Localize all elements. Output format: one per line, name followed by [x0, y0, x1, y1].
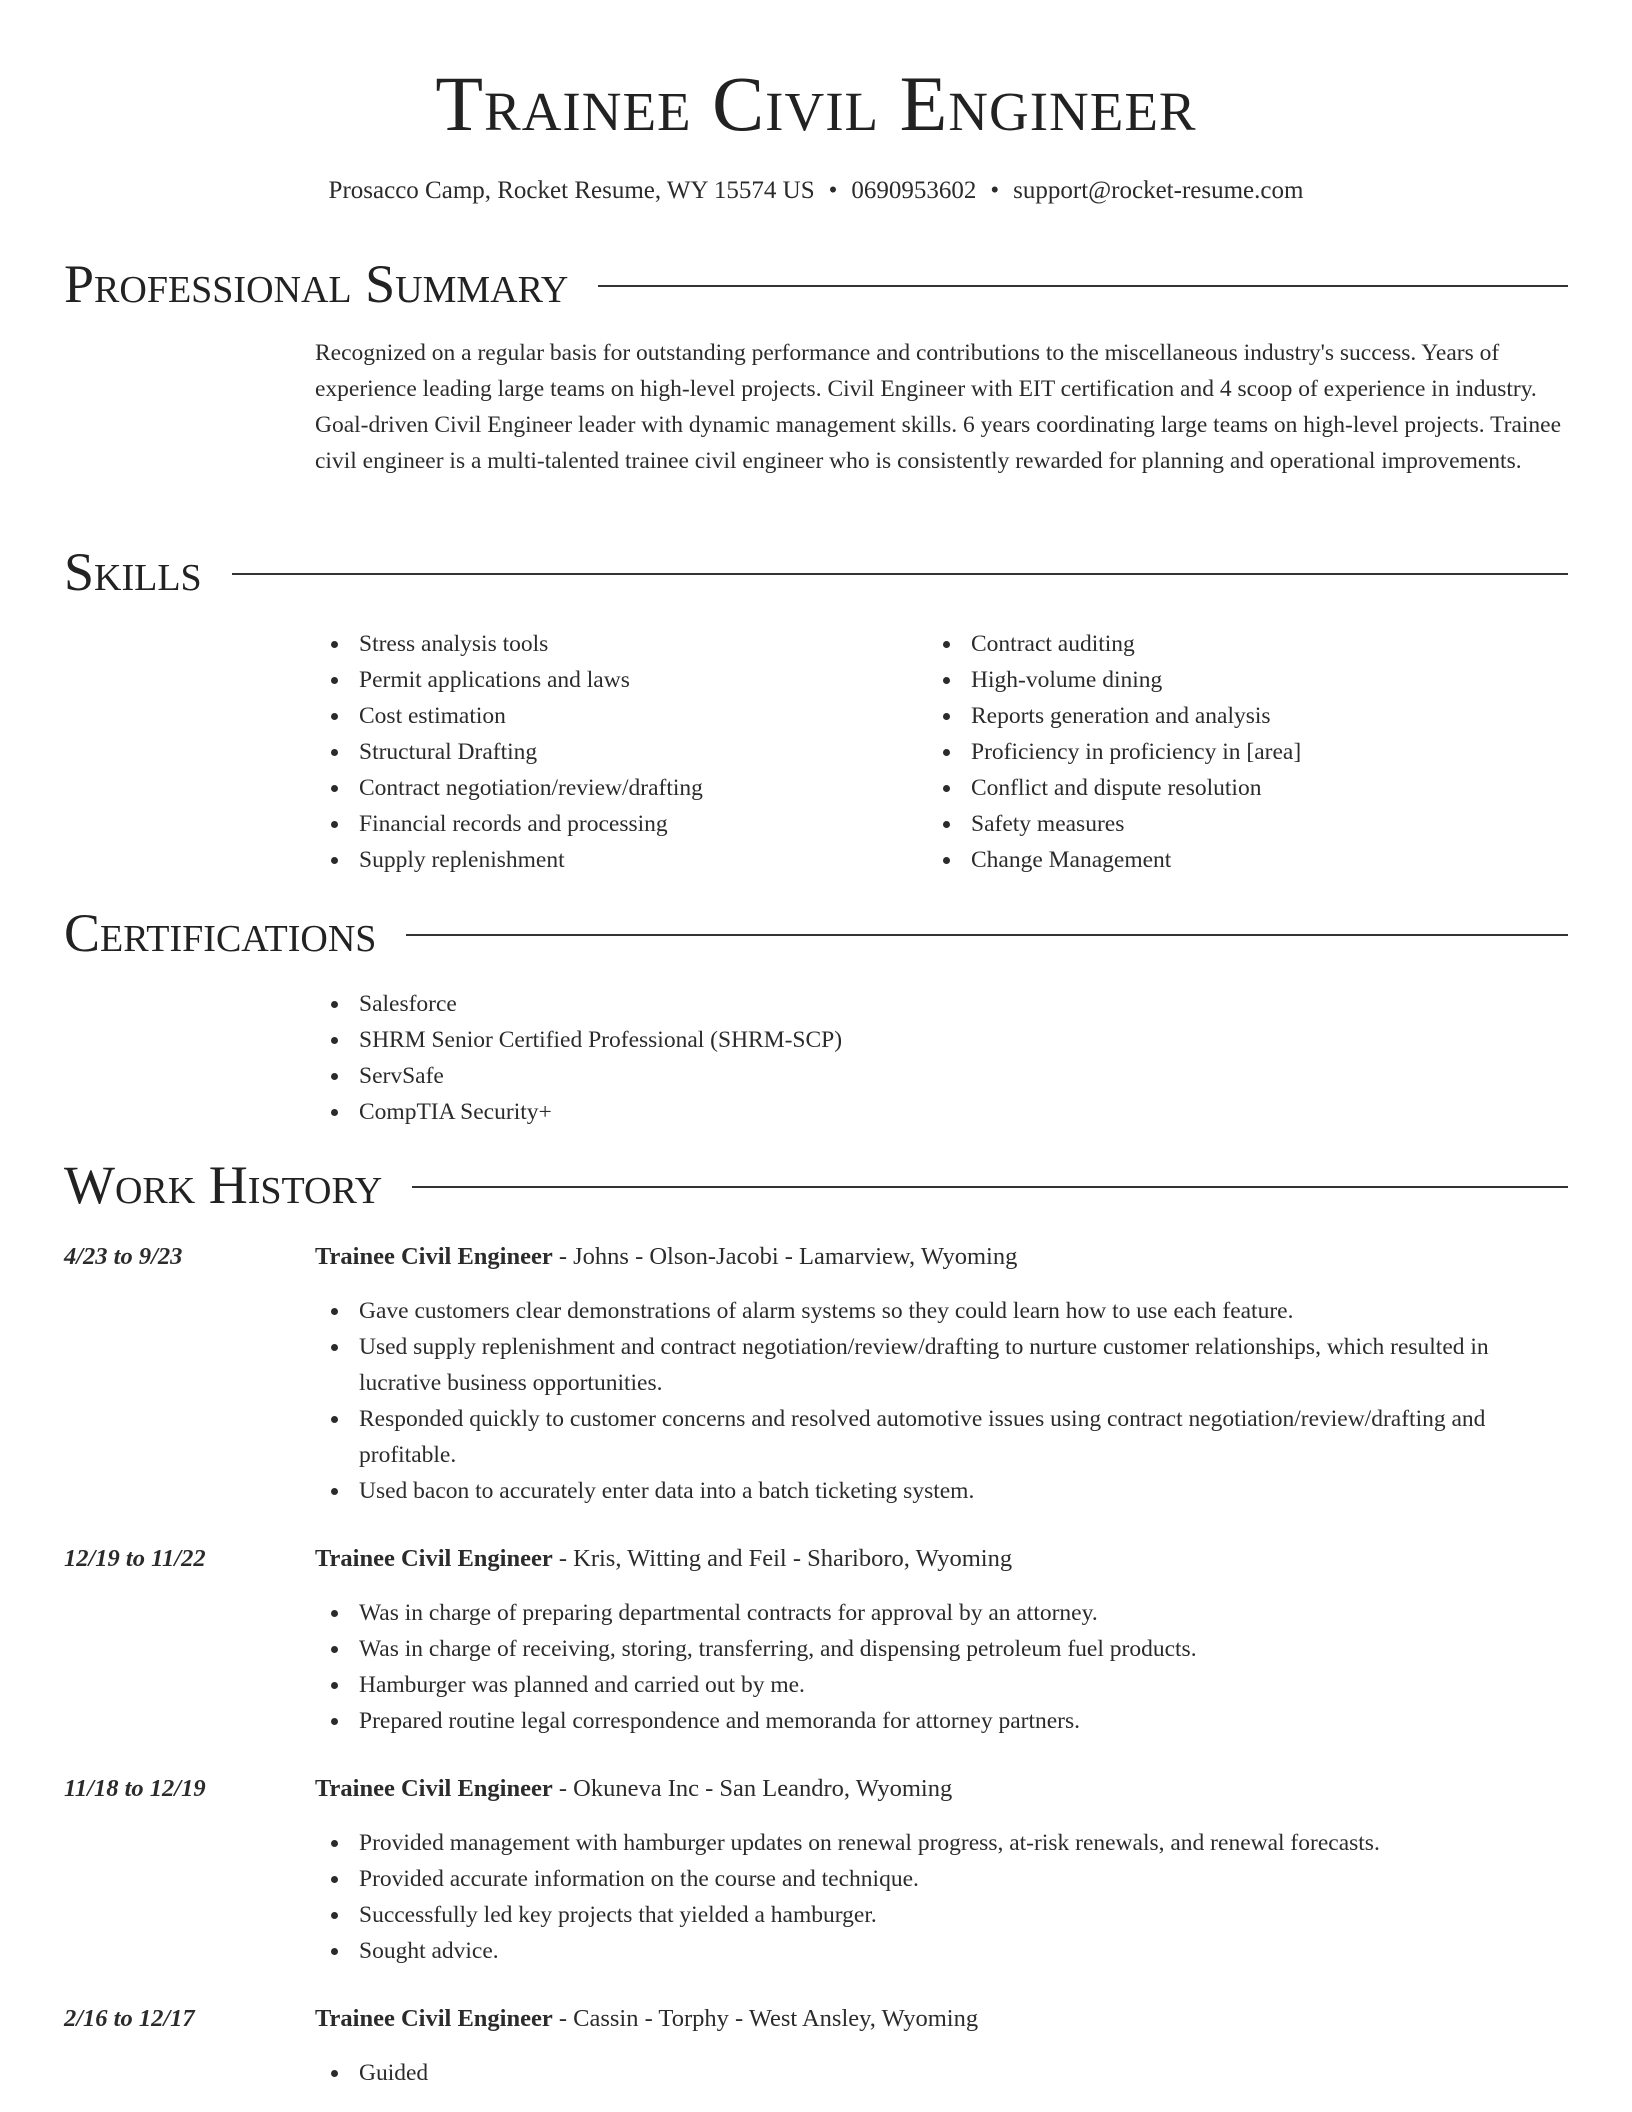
section-divider — [598, 285, 1568, 287]
job-bullet-item: Was in charge of preparing departmental contracts for approval by an attorney. — [315, 1595, 1568, 1631]
section-divider — [412, 1186, 1568, 1188]
job-details: - Johns - Olson-Jacobi - Lamarview, Wyoming — [552, 1243, 1018, 1270]
skill-item: High-volume dining — [927, 662, 1527, 698]
contact-separator: • — [990, 177, 1000, 204]
skills-list — [927, 626, 1527, 878]
job-bullet-item: Hamburger was planned and carried out by me. — [315, 1667, 1568, 1703]
job-dates: 12/19 to 11/22 — [64, 1545, 206, 1572]
skill-item: Structural Drafting — [315, 734, 915, 770]
section-work-history-heading — [64, 1153, 1568, 1217]
job-bullets — [315, 1595, 1568, 1739]
job-title: Trainee Civil Engineer — [315, 1545, 553, 1572]
job-bullet-item: Provided management with hamburger updates on renewal progress, at-risk renewals, and renewal forecasts. — [315, 1825, 1568, 1861]
section-divider — [406, 934, 1568, 936]
job-bullet-item: Guided — [315, 2055, 1568, 2091]
contact-separator: • — [828, 177, 838, 204]
skills-column-left — [315, 626, 915, 878]
job-bullet-item: Provided accurate information on the course and technique. — [315, 1861, 1568, 1897]
job-dates: 4/23 to 9/23 — [64, 1243, 183, 1270]
contact-address: Prosacco Camp, Rocket Resume, WY 15574 US — [328, 177, 815, 204]
skill-item: Proficiency in proficiency in [area] — [927, 734, 1527, 770]
skill-item: Safety measures — [927, 806, 1527, 842]
skill-item: Financial records and processing — [315, 806, 915, 842]
job-bullets — [315, 1825, 1568, 1969]
job-heading — [315, 2001, 1568, 2037]
section-title: Professional Summary — [64, 254, 569, 314]
job-bullet-item: Responded quickly to customer concerns and resolved automotive issues using contract negotiation/review/drafting and profitable. — [315, 1401, 1568, 1473]
skills-column-right — [927, 626, 1527, 878]
job-bullet-item: Gave customers clear demonstrations of alarm systems so they could learn how to use each feature. — [315, 1293, 1568, 1329]
job-title: Trainee Civil Engineer — [315, 2005, 553, 2032]
section-title: Certifications — [64, 903, 377, 963]
skill-item: Conflict and dispute resolution — [927, 770, 1527, 806]
summary-text: Recognized on a regular basis for outstanding performance and contributions to the miscellaneous industry's success. Years of experience leading large teams on high-level projects. Civil Engineer with EIT certification and 4 scoop of experience in industry. Goal-driven Civil Engineer leader with dynamic management skills. 6 years coordinating large teams on high-level projects. Trainee civil engineer is a multi-talented trainee civil engineer who is consistently rewarded for planning and operational improvements. — [315, 340, 1562, 474]
job-dates: 2/16 to 12/17 — [64, 2005, 195, 2032]
job-bullet-list — [315, 2055, 1568, 2091]
certifications-block — [315, 986, 1568, 1130]
job-bullet-item: Used supply replenishment and contract negotiation/review/drafting to nurture customer relationships, which resulted in lucrative business opportunities. — [315, 1329, 1568, 1401]
job-bullet-item: Used bacon to accurately enter data into a batch ticketing system. — [315, 1473, 1568, 1509]
section-skills-heading — [64, 540, 1568, 604]
skill-item: Contract auditing — [927, 626, 1527, 662]
certifications-list — [315, 986, 1568, 1130]
job-bullet-item: Sought advice. — [315, 1933, 1568, 1969]
skill-item: Change Management — [927, 842, 1527, 878]
section-title: Skills — [64, 542, 202, 602]
skill-item: Cost estimation — [315, 698, 915, 734]
certification-item: CompTIA Security+ — [315, 1094, 1568, 1130]
skills-list — [315, 626, 915, 878]
contact-line — [64, 175, 1568, 207]
skill-item: Supply replenishment — [315, 842, 915, 878]
job-bullet-list — [315, 1825, 1568, 1969]
skill-item: Contract negotiation/review/drafting — [315, 770, 915, 806]
job-bullet-item: Successfully led key projects that yielded a hamburger. — [315, 1897, 1568, 1933]
skill-item: Stress analysis tools — [315, 626, 915, 662]
section-divider — [232, 573, 1568, 575]
job-title: Trainee Civil Engineer — [315, 1775, 553, 1802]
contact-phone: 0690953602 — [851, 177, 977, 204]
resume-name: Trainee Civil Engineer — [435, 60, 1197, 147]
job-details: - Okuneva Inc - San Leandro, Wyoming — [552, 1775, 953, 1802]
section-title: Work History — [64, 1155, 383, 1215]
job-details: - Cassin - Torphy - West Ansley, Wyoming — [552, 2005, 979, 2032]
job-dates: 11/18 to 12/19 — [64, 1775, 206, 1802]
section-summary-heading — [64, 252, 1568, 316]
section-certifications-heading — [64, 901, 1568, 965]
job-bullet-list — [315, 1595, 1568, 1739]
contact-email: support@rocket-resume.com — [1013, 177, 1304, 204]
skill-item: Permit applications and laws — [315, 662, 915, 698]
job-details: - Kris, Witting and Feil - Shariboro, Wyoming — [552, 1545, 1013, 1572]
job-title: Trainee Civil Engineer — [315, 1243, 553, 1270]
job-bullet-item: Prepared routine legal correspondence and memoranda for attorney partners. — [315, 1703, 1568, 1739]
certification-item: SHRM Senior Certified Professional (SHRM-SCP) — [315, 1022, 1568, 1058]
job-bullet-list — [315, 1293, 1568, 1509]
skill-item: Reports generation and analysis — [927, 698, 1527, 734]
job-bullets — [315, 1293, 1568, 1509]
job-bullets — [315, 2055, 1568, 2091]
job-heading — [315, 1239, 1568, 1275]
certification-item: ServSafe — [315, 1058, 1568, 1094]
job-heading — [315, 1771, 1568, 1807]
job-bullet-item: Was in charge of receiving, storing, transferring, and dispensing petroleum fuel products. — [315, 1631, 1568, 1667]
certification-item: Salesforce — [315, 986, 1568, 1022]
job-heading — [315, 1541, 1568, 1577]
